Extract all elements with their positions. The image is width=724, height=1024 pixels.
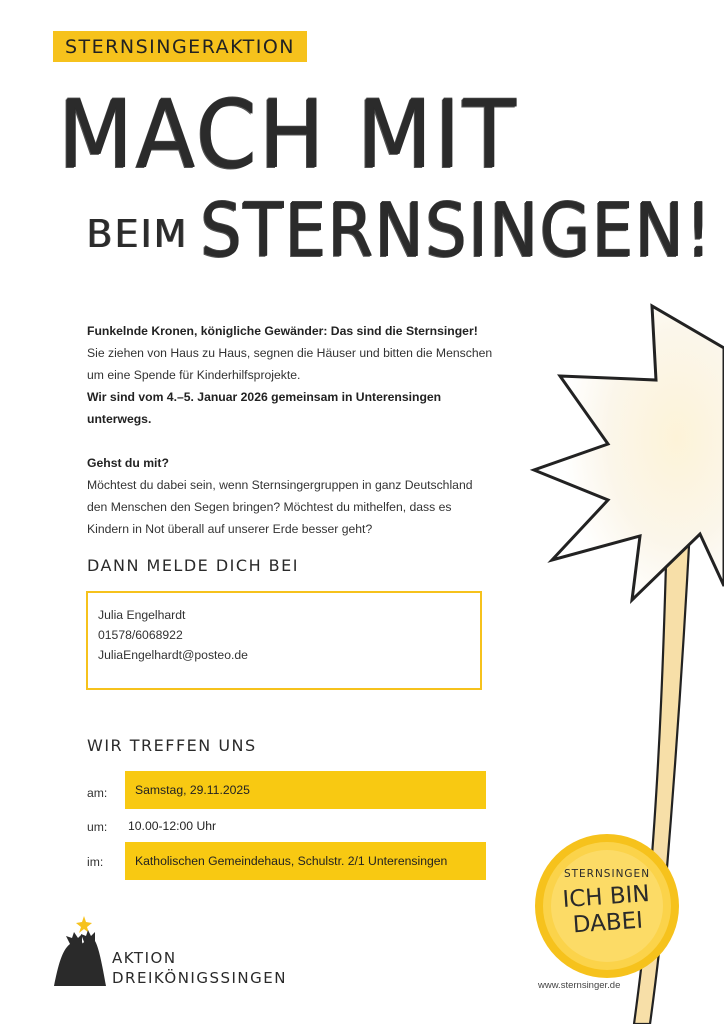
meeting-title: WIR TREFFEN UNS xyxy=(87,736,257,755)
meeting-place-label: im: xyxy=(87,855,104,869)
website-link[interactable]: www.sternsinger.de xyxy=(538,980,621,991)
question-line-1: Möchtest du dabei sein, wenn Sternsingergruppen in ganz Deutschland xyxy=(87,478,473,492)
contact-title: DANN MELDE DICH BEI xyxy=(87,556,299,575)
badge-small-text: STERNSINGEN xyxy=(563,868,651,880)
badge-big-line-1: ICH BIN xyxy=(561,881,651,914)
badge-big-line-2: DABEI xyxy=(572,907,644,939)
intro-line-3: um eine Spende für Kinderhilfsprojekte. xyxy=(87,368,301,382)
question-line-2: den Menschen den Segen bringen? Möchtest du mithelfen, dass es xyxy=(87,500,452,514)
meeting-date-value: Samstag, 29.11.2025 xyxy=(125,771,486,809)
meeting-time-label: um: xyxy=(87,820,108,834)
badge-big-text xyxy=(528,879,685,942)
meeting-place-value: Katholischen Gemeindehaus, Schulstr. 2/1 Unterensingen xyxy=(125,842,486,880)
question-heading: Gehst du mit? xyxy=(87,456,169,470)
logo-line-2: DREIKÖNIGSSINGEN xyxy=(112,969,287,987)
headline-beim: BEIM xyxy=(86,212,189,256)
three-kings-logo xyxy=(54,916,106,986)
intro-line-2: Sie ziehen von Haus zu Haus, segnen die Häuser und bitten die Menschen xyxy=(87,346,493,360)
intro-line-1: Funkelnde Kronen, königliche Gewänder: Das sind die Sternsinger! xyxy=(87,324,478,338)
meeting-time-value: 10.00-12:00 Uhr xyxy=(128,819,217,833)
contact-name: Julia Engelhardt xyxy=(98,608,186,622)
meeting-date-label: am: xyxy=(87,786,108,800)
organization-logo-text xyxy=(112,948,287,988)
headline-mach-mit: MACH MIT xyxy=(58,81,519,190)
contact-box xyxy=(86,591,482,690)
headline-sternsingen: STERNSINGEN! xyxy=(200,188,714,274)
ich-bin-dabei-badge xyxy=(530,832,684,980)
intro-text xyxy=(87,320,507,540)
question-line-3: Kindern in Not überall auf unserer Erde besser geht? xyxy=(87,522,373,536)
campaign-tag: STERNSINGERAKTION xyxy=(53,31,307,62)
contact-email[interactable]: JuliaEngelhardt@posteo.de xyxy=(98,648,248,662)
contact-phone: 01578/6068922 xyxy=(98,628,183,642)
intro-line-4: Wir sind vom 4.–5. Januar 2026 gemeinsam in Unterensingen unterwegs. xyxy=(87,390,442,426)
logo-line-1: AKTION xyxy=(112,949,177,967)
star-shape xyxy=(534,306,724,600)
